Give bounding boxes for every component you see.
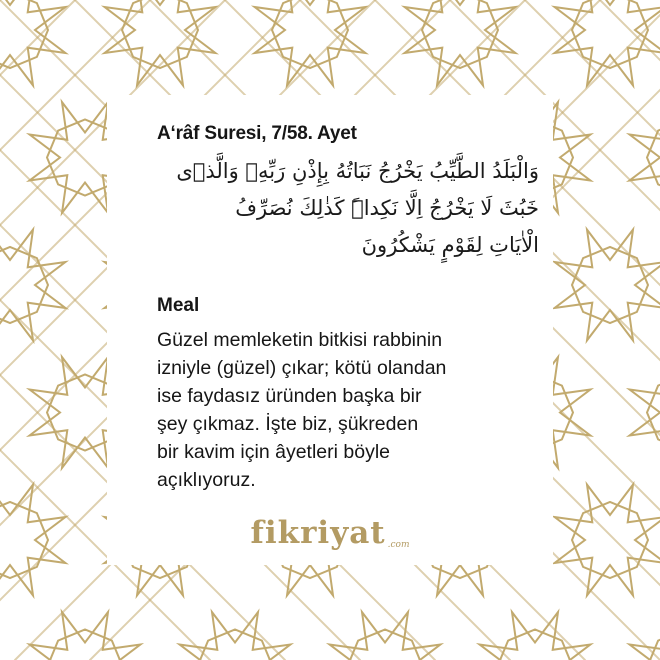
pattern-octagon [647, 120, 660, 196]
pattern-octagon [0, 502, 48, 578]
arabic-verse [147, 153, 539, 264]
pattern-star [555, 485, 660, 596]
pattern-octagon [497, 630, 573, 660]
pattern-star [630, 612, 660, 660]
pattern-octagon [197, 630, 273, 660]
meal-translation [157, 326, 537, 494]
arabic-line: خَبُثَ لَا يَخْرُجُ اِلَّا نَكِداًۜ كَذٰلِكَ نُصَرِّفُ [235, 196, 539, 220]
meal-line: bir kavim için âyetleri böyle [157, 441, 391, 463]
pattern-star [555, 0, 660, 85]
pattern-star [30, 612, 141, 660]
pattern-star [630, 357, 660, 468]
fikriyat-logo [107, 515, 553, 551]
pattern-star [180, 612, 291, 660]
meal-line: şey çıkmaz. İşte biz, şükreden [157, 413, 419, 435]
meal-line: açıklıyoruz. [157, 469, 256, 491]
arabic-line: وَالْبَلَدُ الطَّيِّبُ يَخْرُجُ نَبَاتُهُ بِإِذْنِ رَبِّهِۚ وَالَّذٖى [176, 159, 539, 183]
pattern-octagon [647, 375, 660, 451]
pattern-star [555, 230, 660, 341]
verse-card [107, 95, 553, 565]
verse-title: A‘râf Suresi, 7/58. Ayet [157, 123, 357, 144]
meal-line: izniyle (güzel) çıkar; kötü olandan [157, 357, 447, 379]
meal-line: Güzel memleketin bitkisi rabbinin [157, 329, 443, 351]
pattern-star [105, 0, 216, 85]
logo-domain-suffix: .com [387, 540, 410, 550]
meal-line: ise faydasız üründen başka bir [157, 385, 422, 407]
arabic-line: الْاٰيَاتِ لِقَوْمٍ يَشْكُرُونَ [361, 233, 539, 257]
pattern-star [405, 0, 516, 85]
pattern-octagon [347, 630, 423, 660]
pattern-octagon [647, 630, 660, 660]
pattern-star [255, 0, 366, 85]
pattern-star [330, 612, 441, 660]
pattern-star [480, 612, 591, 660]
logo-wordmark: fikriyat [250, 515, 386, 551]
meal-heading: Meal [157, 295, 200, 316]
pattern-octagon [47, 630, 123, 660]
